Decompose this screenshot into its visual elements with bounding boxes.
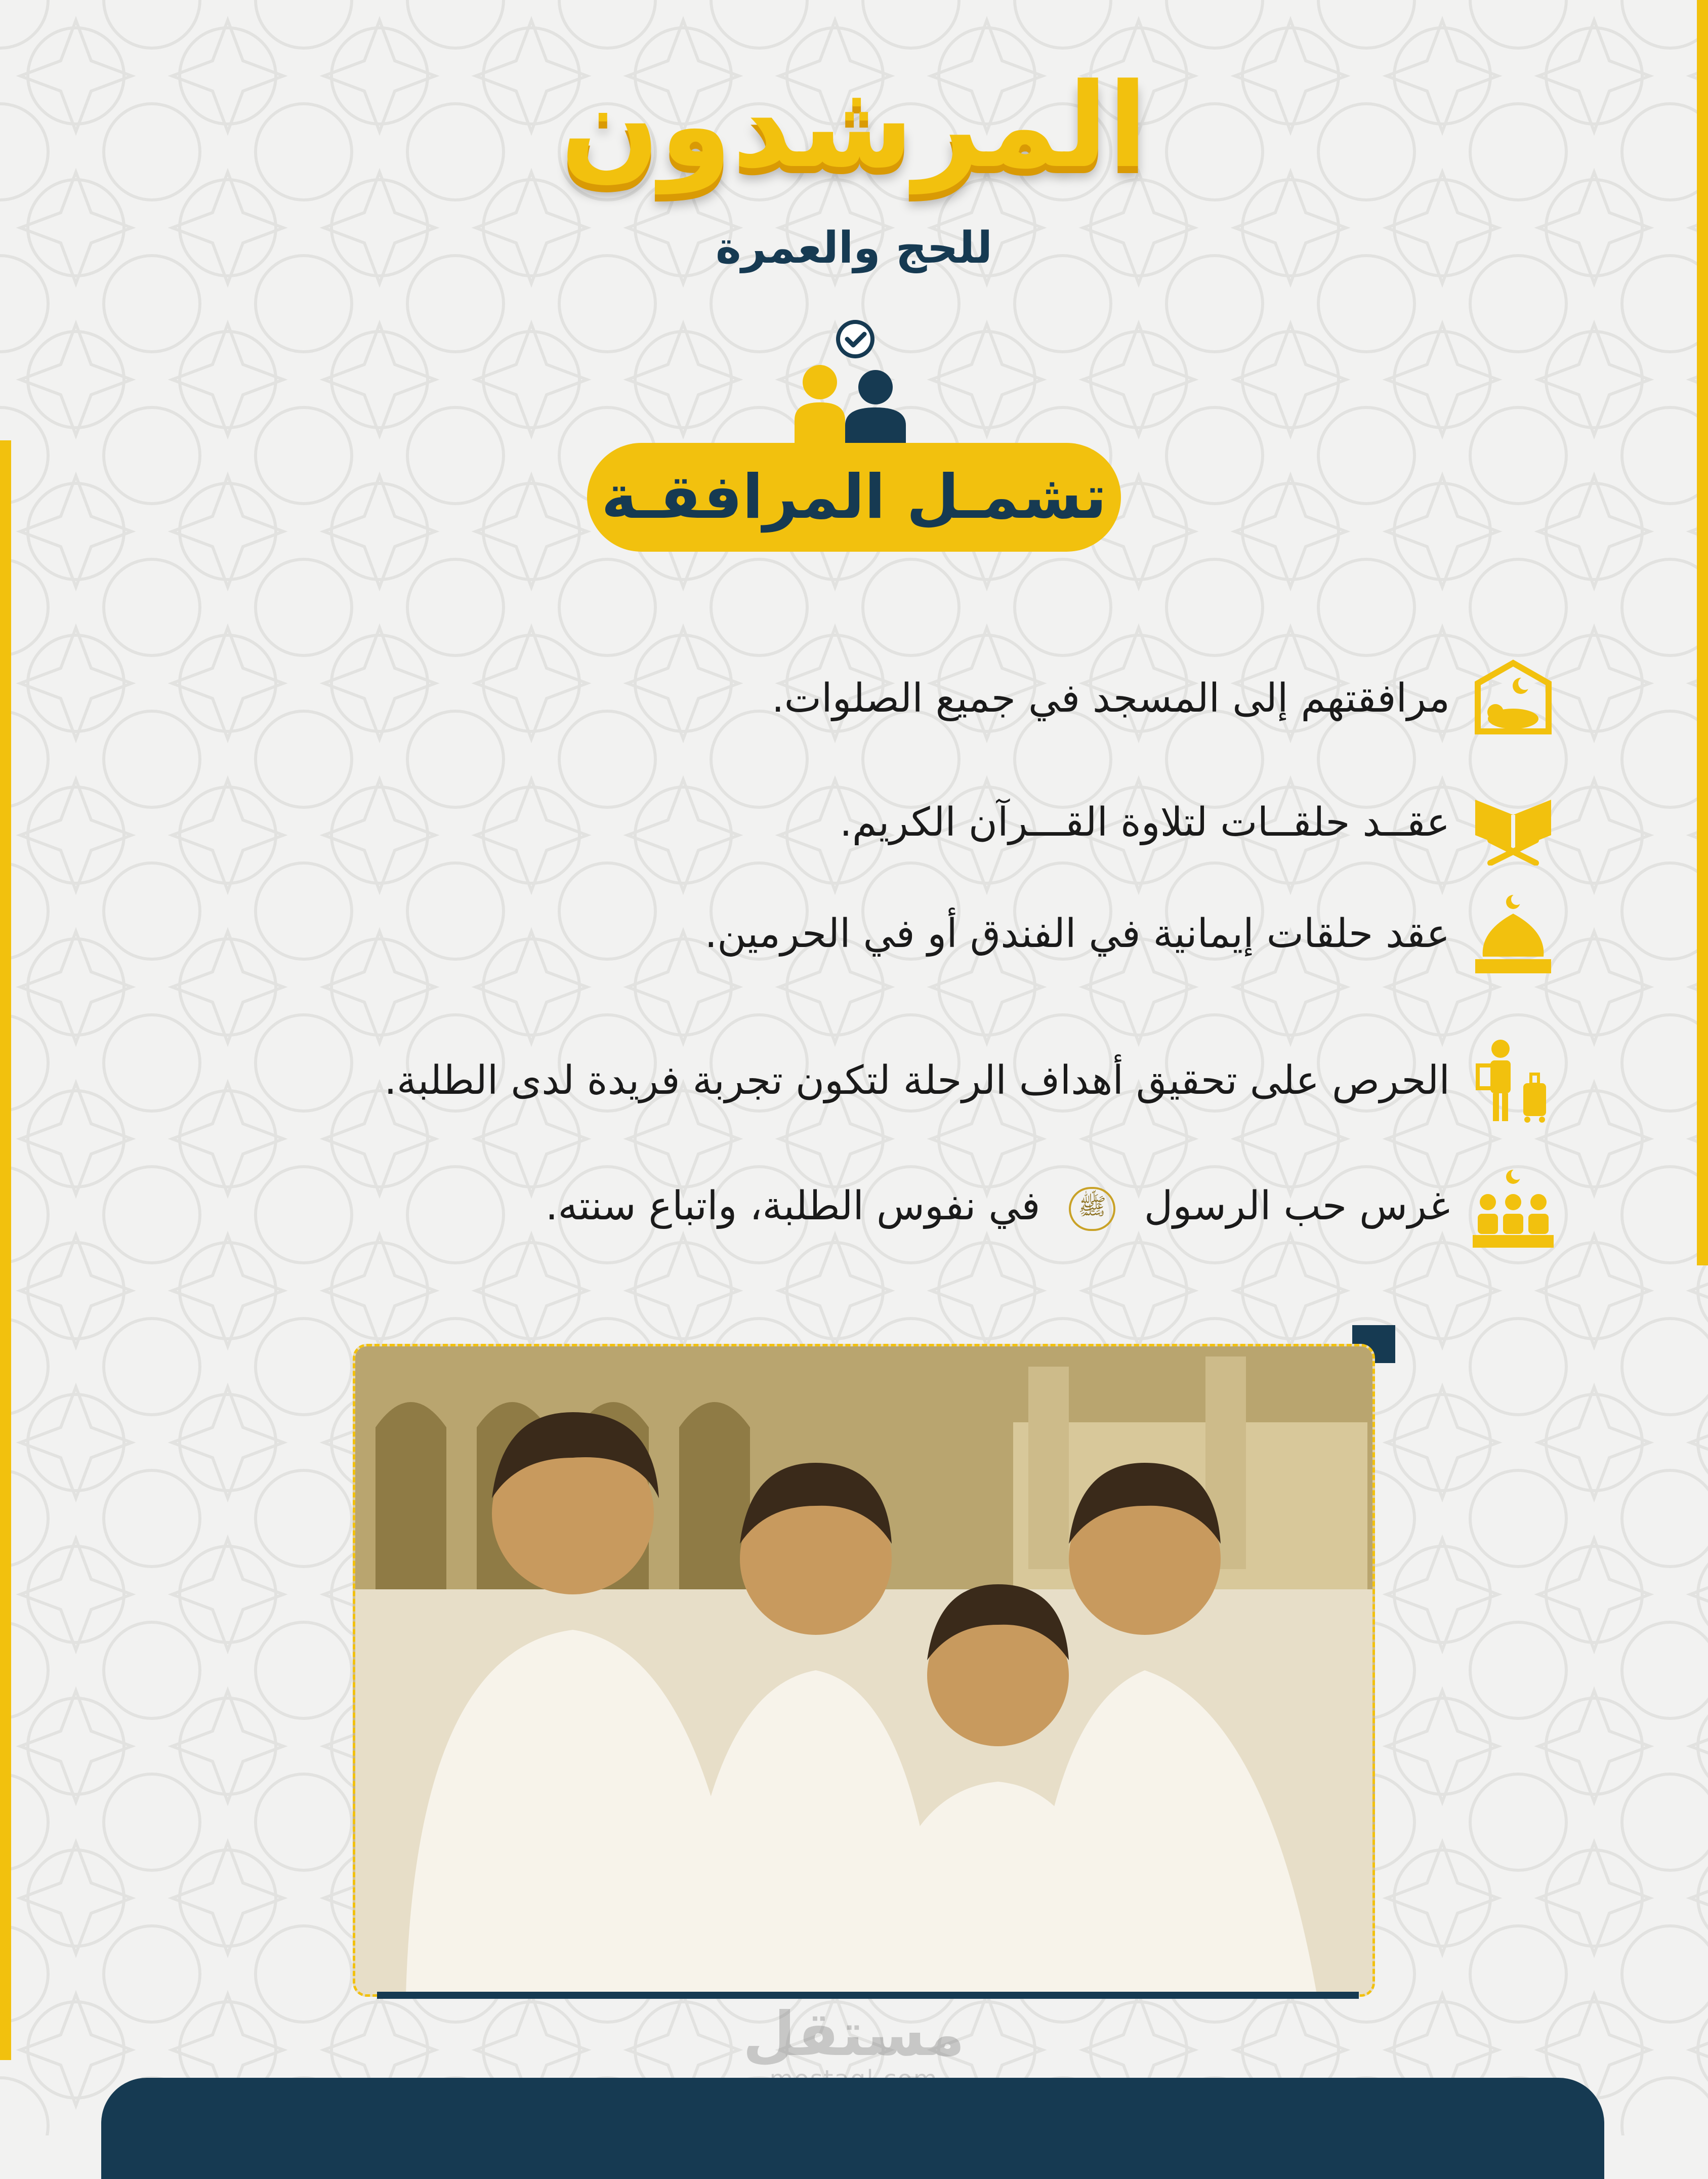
- salawat-symbol: ﷺ: [1069, 1187, 1115, 1231]
- list-item: [546, 1164, 1556, 1250]
- traveler-luggage-icon: [1470, 1038, 1556, 1124]
- list-item-text-end: في نفوس الطلبة، واتباع سنته.: [545, 1183, 1040, 1229]
- section-pill-label: تشمـل المرافقـة: [601, 462, 1107, 532]
- list-item-text: الحرص على تحقيق أهداف الرحلة لتكون تجربة فريدة لدى الطلبة.: [384, 1058, 1450, 1103]
- quran-stand-icon: [1470, 779, 1556, 866]
- watermark-logo: مستقل: [742, 1999, 965, 2070]
- list-item-text: [546, 1183, 1450, 1230]
- list-item-text: عقــد حلقــات لتلاوة القـــرآن الكريم.: [840, 800, 1450, 845]
- list-item-text: مرافقتهم إلى المسجد في جميع الصلوات.: [771, 676, 1450, 721]
- left-accent-bar: [0, 440, 11, 2060]
- group-crescent-icon: [1470, 1164, 1556, 1250]
- section-pill: [587, 443, 1121, 552]
- right-accent-bar: [1697, 0, 1708, 1265]
- footer-band: [101, 2078, 1604, 2179]
- photo-underline: [377, 1992, 1359, 1999]
- list-item: [704, 891, 1556, 977]
- list-item: [772, 655, 1556, 742]
- list-item: [384, 1038, 1556, 1124]
- dome-crescent-icon: [1470, 891, 1556, 977]
- list-item-text: عقد حلقات إيمانية في الفندق أو في الحرمين.: [704, 911, 1450, 957]
- list-item: [840, 779, 1556, 866]
- photo-pilgrims: [353, 1344, 1375, 1997]
- brand-title: المرشدون: [560, 59, 1148, 194]
- mosque-prayer-icon: [1470, 655, 1556, 742]
- brand-subtitle: للحج والعمرة: [716, 223, 992, 273]
- guide-people-check-icon: [789, 319, 921, 445]
- photo-illustration: [355, 1346, 1372, 1994]
- list-item-text-start: غرس حب الرسول: [1144, 1183, 1450, 1229]
